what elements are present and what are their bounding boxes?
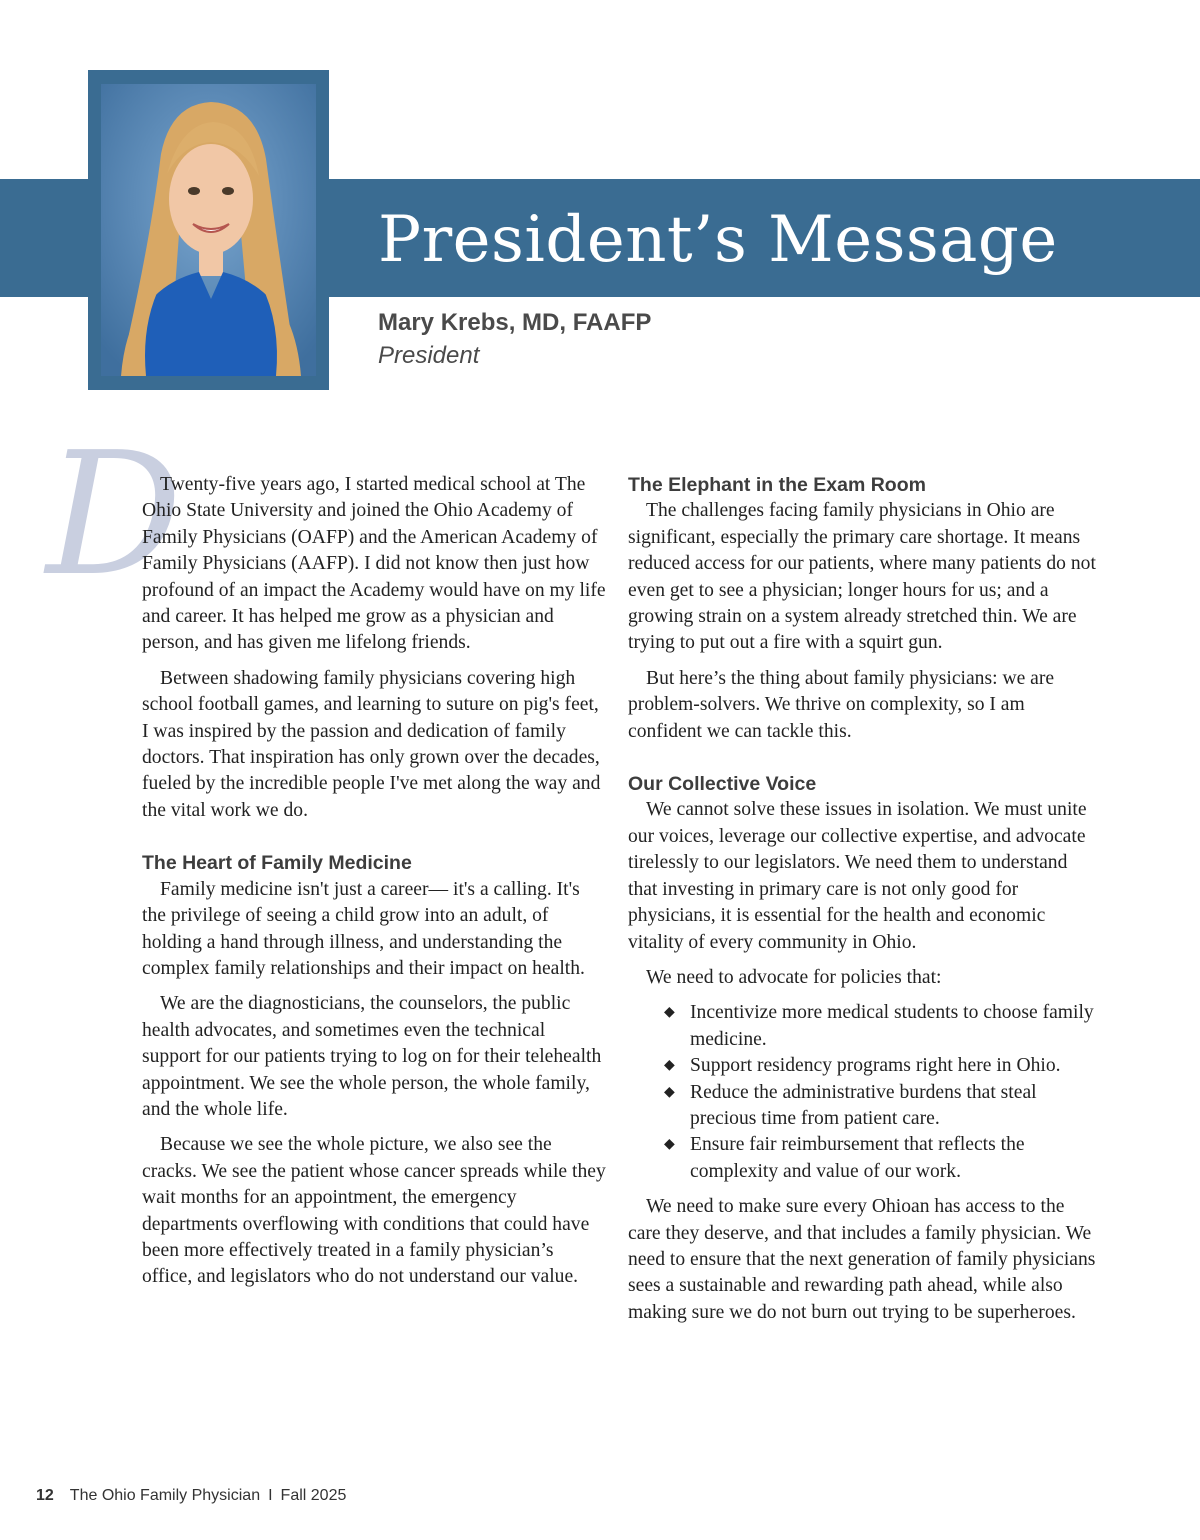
list-item: ◆ Reduce the administrative burdens that steal precious time from patient care. xyxy=(664,1081,1037,1129)
bullet-icon: ◆ xyxy=(664,1005,675,1021)
right-column xyxy=(628,472,1098,1335)
page-title: President’s Message xyxy=(378,203,1058,277)
list-item: ◆ Ensure fair reimbursement that reflects the complexity and value of our work. xyxy=(664,1134,1025,1182)
paragraph: Family medicine isn't just a career— it's a calling. It's the privilege of seeing a child grow into an adult, of holding a hand through illness, and understanding the complex family relationships and their impact on health. xyxy=(142,878,585,979)
paragraph: We need to make sure every Ohioan has access to the care they deserve, and that includes a family physician. We need to ensure that the next generation of family physicians sees a sustainable and rewarding path ahead, while also making sure we do not burn out trying to be superheroes. xyxy=(628,1196,1096,1323)
policy-list xyxy=(628,1000,1098,1185)
issue-date: Fall 2025 xyxy=(280,1487,347,1504)
section-heading: The Heart of Family Medicine xyxy=(142,852,412,875)
page-footer xyxy=(36,1487,346,1505)
footer-separator: I xyxy=(268,1487,273,1504)
paragraph: We are the diagnosticians, the counselors, the public health advocates, and sometimes even the technical support for our patients trying to log on for their telehealth appointment. We see the whole person, the whole family, and the whole life. xyxy=(142,993,602,1120)
list-item: ◆ Support residency programs right here in Ohio. xyxy=(628,1053,1098,1079)
list-item: ◆ Incentivize more medical students to choose family medicine. xyxy=(664,1002,1094,1050)
paragraph: We cannot solve these issues in isolation. We must unite our voices, leverage our collective expertise, and advocate tirelessly to our legislators. We need them to understand that investing in primary care is not only good for physicians, it is essential for the health and economic vitality of every community in Ohio. xyxy=(628,799,1087,953)
left-column xyxy=(142,472,608,1300)
paragraph: But here’s the thing about family physicians: we are problem-solvers. We thrive on complexity, so I am confident we can tackle this. xyxy=(628,667,1055,742)
paragraph: Because we see the whole picture, we also see the cracks. We see the patient whose cancer spreads while they wait months for an appointment, the emergency departments overflowing with conditions that could have been more effectively treated in a family physician’s office, and legislators who do not understand our value. xyxy=(142,1134,606,1288)
section-heading: Our Collective Voice xyxy=(628,773,817,796)
paragraph: Twenty-five years ago, I started medical school at The Ohio State University and joined the Ohio Academy of Family Physicians (OAFP) and the American Academy of Family Physicians (AAFP). I did not know then just how profound of an impact the Academy would have on my life and career. It has helped me grow as a physician and person, and has given me lifelong friends. xyxy=(142,474,606,654)
bullet-icon: ◆ xyxy=(664,1137,675,1153)
author-role: President xyxy=(378,342,480,369)
paragraph: The challenges facing family physicians in Ohio are significant, especially the primary care shortage. It means reduced access for our patients, where many patients do not even get to see a physician; longer hours for us; and a growing strain on a system already stretched thin. We are trying to put out a fire with a squirt gun. xyxy=(628,500,1096,654)
bullet-icon: ◆ xyxy=(664,1058,675,1074)
author-name: Mary Krebs, MD, FAAFP xyxy=(378,309,652,336)
paragraph: We need to advocate for policies that: xyxy=(646,966,942,988)
portrait-frame xyxy=(88,70,329,390)
page-number: 12 xyxy=(36,1487,54,1504)
bullet-icon: ◆ xyxy=(664,1084,675,1100)
section-heading: The Elephant in the Exam Room xyxy=(628,474,926,496)
author-portrait-photo xyxy=(101,84,316,376)
publication-name: The Ohio Family Physician xyxy=(69,1487,261,1504)
paragraph: Between shadowing family physicians covering high school football games, and learning to suture on pig's feet, I was inspired by the passion and dedication of family doctors. That inspiration has only grown over the decades, fueled by the incredible people I've met along the way and the vital work we do. xyxy=(142,667,601,821)
decorative-drop-cap: D xyxy=(46,416,183,614)
